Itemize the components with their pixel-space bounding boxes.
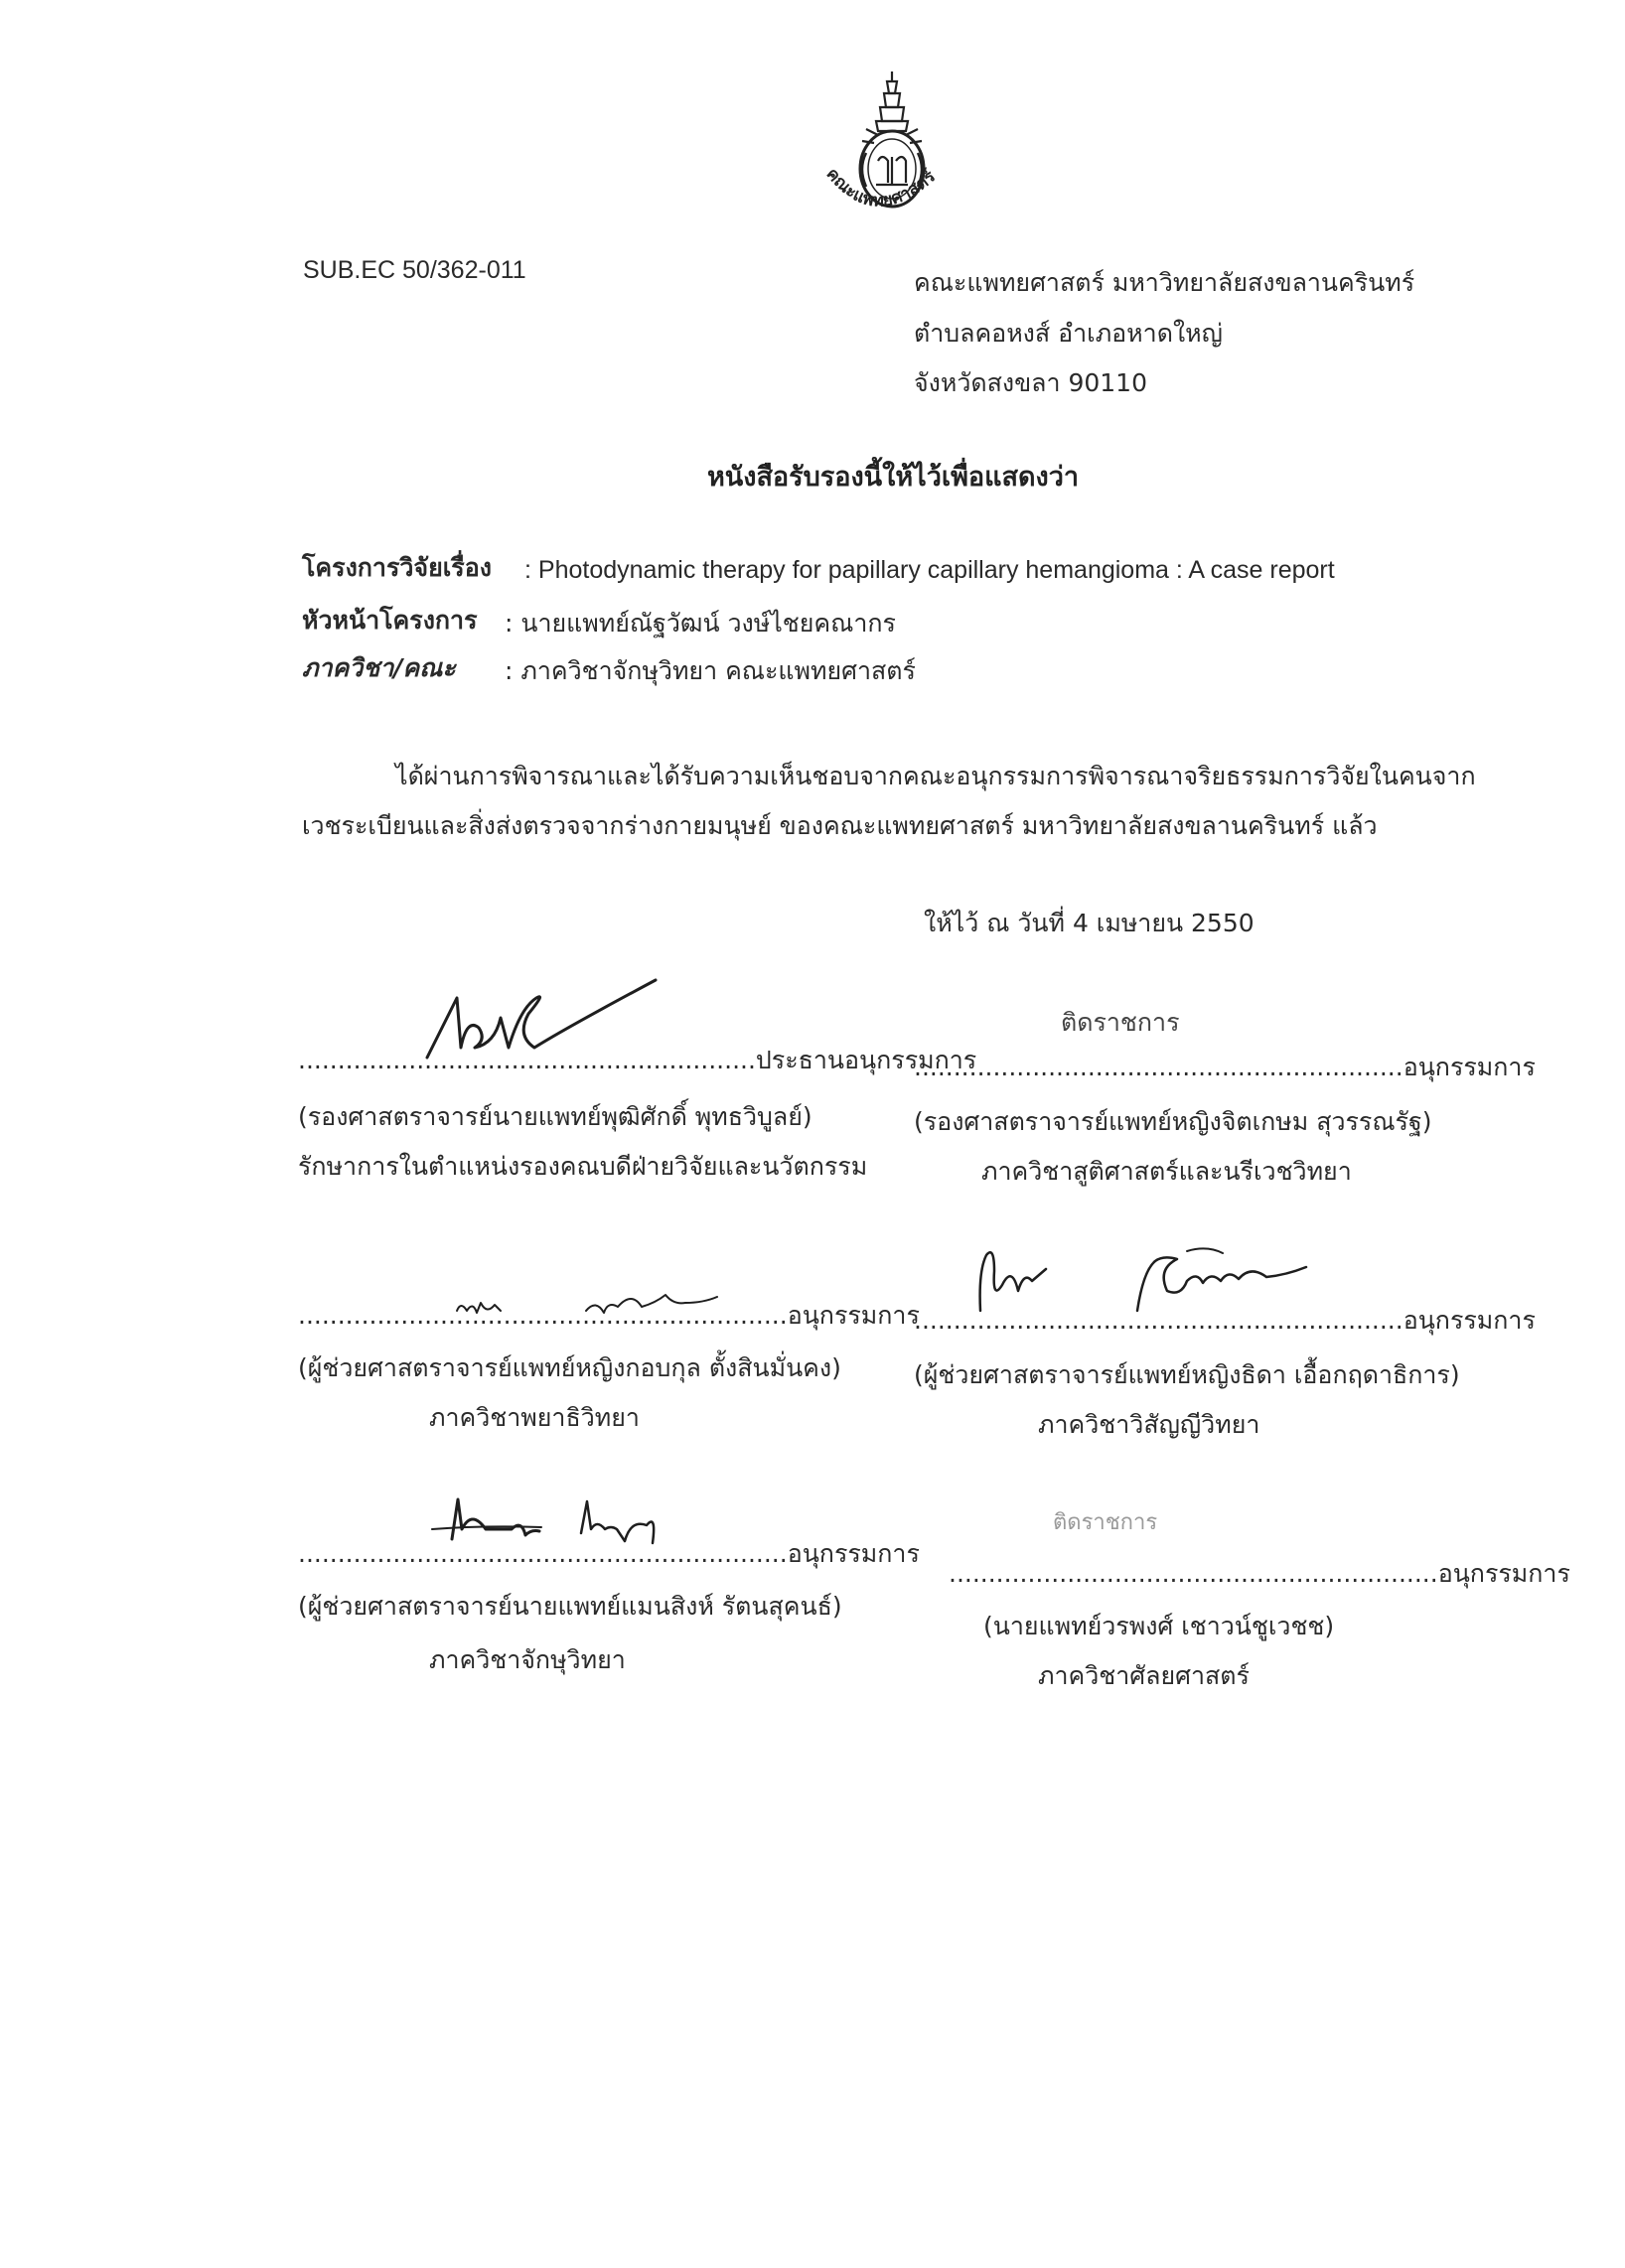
svg-text:คณะแพทยศาสตร์: คณะแพทยศาสตร์ [821, 164, 940, 212]
member-path-signature-line: ..............................................................อนุกรรมการ [298, 1301, 920, 1330]
approval-text-line-1: ได้ผ่านการพิจารณาและได้รับความเห็นชอบจากคณะอนุกรรมการพิจารณาจริยธรรมการวิจัยในคนจาก [395, 762, 1476, 790]
approval-text-line-2: เวชระเบียนและสิ่งส่งตรวจจากร่างกายมนุษย์ ของคณะแพทยศาสตร์ มหาวิทยาลัยสงขลานครินทร์ แล้ว [302, 811, 1378, 840]
member-path-department: ภาควิชาพยาธิวิทยา [429, 1403, 640, 1432]
member-ob-department: ภาควิชาสูติศาสตร์และนรีเวชวิทยา [981, 1157, 1352, 1186]
issue-date: ให้ไว้ ณ วันที่ 4 เมษายน 2550 [924, 909, 1255, 937]
member-anes-department: ภาควิชาวิสัญญีวิทยา [1038, 1410, 1260, 1439]
member-anes-name: (ผู้ช่วยศาสตราจารย์แพทย์หญิงธิดา เอื้อกฤดาธิการ) [914, 1360, 1460, 1389]
project-label: โครงการวิจัยเรื่อง [302, 553, 492, 582]
project-title: : Photodynamic therapy for papillary capillary hemangioma : A case report [524, 556, 1335, 584]
member-surg-department: ภาควิชาศัลยศาสตร์ [1038, 1661, 1250, 1690]
member-path-name: (ผู้ช่วยศาสตราจารย์แพทย์หญิงกอบกุล ตั้งสินมั่นคง) [298, 1353, 841, 1382]
project-head-name: : นายแพทย์ณัฐวัฒน์ วงษ์ไชยคณากร [505, 609, 896, 638]
away-note-surgery: ติดราชการ [1053, 1510, 1158, 1535]
chair-signature-line: ..........................................................ประธานอนุกรรมการ [298, 1046, 977, 1074]
seal-curved-text [814, 149, 954, 238]
member-oph-name: (ผู้ช่วยศาสตราจารย์นายแพทย์แมนสิงห์ รัตนสุคนธ์) [298, 1592, 842, 1621]
member-anes-signature-line: ..............................................................อนุกรรมการ [914, 1306, 1536, 1335]
project-head-label: หัวหน้าโครงการ [302, 606, 478, 635]
away-note-ob: ติดราชการ [1061, 1008, 1180, 1037]
member-oph-signature-line: ..............................................................อนุกรรมการ [298, 1539, 920, 1568]
member-surg-signature-line: ..............................................................อนุกรรมการ [949, 1559, 1570, 1588]
member-oph-department: ภาควิชาจักษุวิทยา [429, 1645, 626, 1674]
member-surg-name: (นายแพทย์วรพงศ์ เชาวน์ชูเวชช) [983, 1612, 1335, 1640]
certificate-title: หนังสือรับรองนี้ให้ไว้เพื่อแสดงว่า [707, 462, 1080, 493]
member-ob-signature-line: ..............................................................อนุกรรมการ [914, 1053, 1536, 1081]
chair-name: (รองศาสตราจารย์นายแพทย์พุฒิศักดิ์ พุทธวิบูลย์) [298, 1102, 812, 1131]
address-line-2: ตำบลคอหงส์ อำเภอหาดใหญ่ [914, 319, 1223, 348]
department-label: ภาควิชา/คณะ [302, 653, 456, 682]
department-value: : ภาควิชาจักษุวิทยา คณะแพทยศาสตร์ [505, 656, 916, 685]
address-line-3: จังหวัดสงขลา 90110 [914, 368, 1147, 397]
address-line-1: คณะแพทยศาสตร์ มหาวิทยาลัยสงขลานครินทร์ [914, 268, 1415, 297]
reference-number: SUB.EC 50/362-011 [303, 256, 526, 284]
member-ob-name: (รองศาสตราจารย์แพทย์หญิงจิตเกษม สุวรรณรัฐ) [914, 1107, 1432, 1136]
chair-position: รักษาการในตำแหน่งรองคณบดีฝ่ายวิจัยและนวัตกรรม [298, 1152, 868, 1181]
